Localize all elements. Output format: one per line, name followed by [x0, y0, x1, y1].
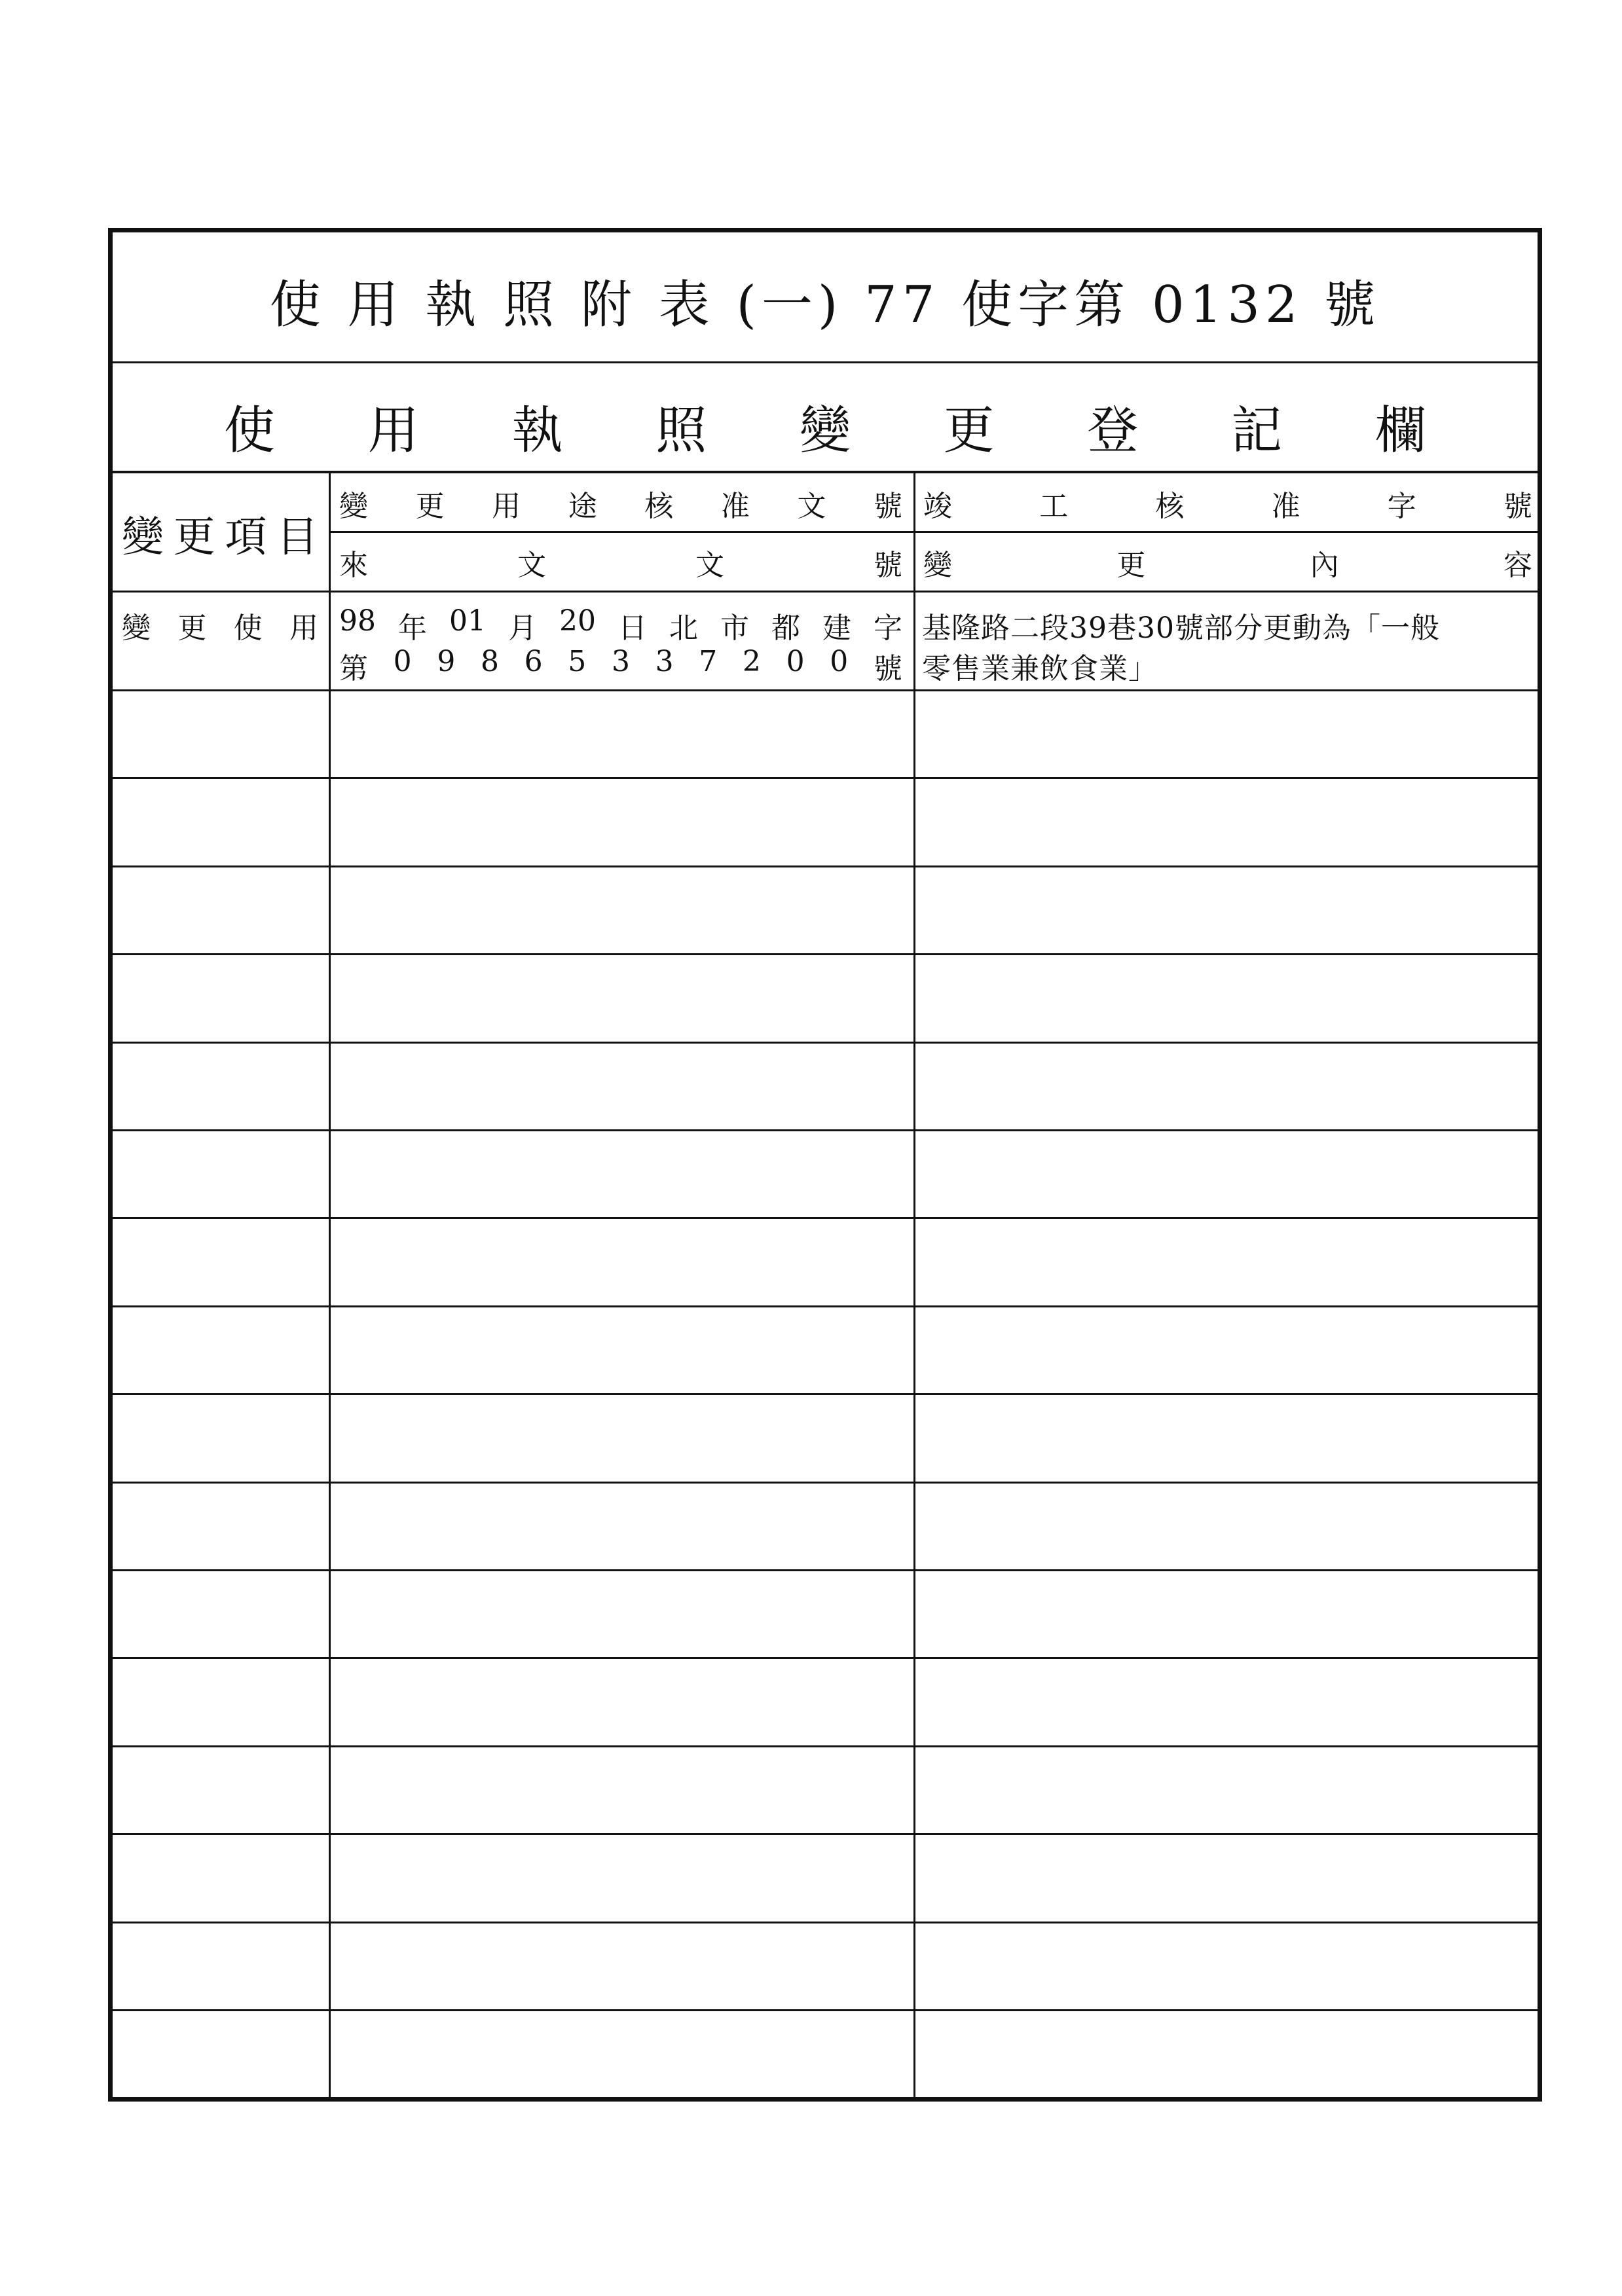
form-char: 市 — [720, 611, 749, 645]
form-char: 核 — [1155, 490, 1185, 523]
incoming-doc-no-header — [339, 541, 902, 583]
form-char: 核 — [644, 490, 674, 523]
table-row — [113, 689, 1538, 691]
table-row — [113, 1482, 1538, 1484]
table-row — [113, 1922, 1538, 1923]
form-char: 5 — [568, 645, 587, 678]
form-char: 記 — [1231, 401, 1283, 460]
form-char: 20 — [559, 604, 596, 638]
form-char: 北 — [669, 611, 698, 645]
form-char: 更 — [415, 490, 445, 523]
form-char: 用 — [367, 401, 419, 460]
form-char: 文 — [517, 549, 546, 582]
form-char: 年 — [398, 611, 427, 645]
table-row — [113, 866, 1538, 867]
form-char: 號 — [873, 490, 902, 523]
form-char: 號 — [873, 652, 902, 685]
form-char: 執 — [511, 401, 563, 460]
form-char: 准 — [1271, 490, 1300, 523]
entry-doc-no-line1 — [339, 604, 902, 646]
table-row — [113, 1305, 1538, 1307]
completion-no-header — [923, 483, 1532, 524]
form-char: 0 — [830, 645, 849, 678]
form-char: 竣 — [923, 490, 952, 523]
form-char: 第 — [339, 652, 368, 685]
table-row — [113, 1129, 1538, 1131]
form-char: 0 — [786, 645, 805, 678]
form-char: 9 — [437, 645, 456, 678]
section-title — [224, 390, 1426, 463]
subtitle-row — [113, 363, 1538, 473]
form-char: 項 — [225, 513, 267, 562]
form-char: 來 — [339, 549, 368, 582]
form-char: 照 — [655, 401, 707, 460]
form-char: 欄 — [1374, 401, 1426, 460]
entry-content-line2: 零售業兼飲食業」 — [922, 652, 1158, 685]
form-char: 登 — [1087, 401, 1139, 460]
form-char: 文 — [797, 490, 826, 523]
form-char: 0 — [393, 645, 412, 678]
form-char: 變 — [122, 611, 151, 645]
form-char: 8 — [480, 645, 499, 678]
form-char: 3 — [611, 645, 630, 678]
table-row — [113, 953, 1538, 955]
table-row — [113, 1042, 1538, 1044]
form-char: 建 — [822, 611, 851, 645]
form-title: 使 用 執 照 附 表 (一) 77 使字第 0132 號 — [269, 276, 1381, 335]
form-char: 變 — [122, 513, 164, 562]
column-divider — [913, 473, 915, 2097]
form-char: 目 — [276, 513, 318, 562]
header-divider — [329, 531, 1538, 533]
entry-content-line1: 基隆路二段39巷30號部分更動為「一般 — [922, 611, 1440, 645]
form-char: 號 — [1503, 490, 1532, 523]
form-char: 字 — [1387, 490, 1416, 523]
table-row — [113, 1217, 1538, 1219]
form-char: 更 — [173, 513, 215, 562]
form-char: 日 — [618, 611, 647, 645]
entry-change-item — [122, 604, 318, 646]
form-char: 都 — [771, 611, 800, 645]
table-row — [113, 1393, 1538, 1395]
form-char: 7 — [699, 645, 718, 678]
change-content-header — [923, 541, 1532, 583]
change-register-table — [113, 473, 1538, 2097]
form-char: 變 — [339, 490, 368, 523]
form-char: 內 — [1310, 549, 1339, 582]
form-char: 用 — [289, 611, 318, 645]
form-char: 98 — [339, 604, 376, 638]
form-char: 變 — [799, 401, 851, 460]
entry-doc-no-line2 — [339, 645, 902, 687]
form-char: 號 — [874, 549, 902, 582]
form-char: 01 — [449, 604, 486, 638]
table-row — [113, 1657, 1538, 1659]
form-char: 變 — [923, 549, 952, 582]
column-divider — [329, 473, 331, 2097]
table-row — [113, 777, 1538, 779]
table-row — [113, 2009, 1538, 2011]
header-bottom-line — [113, 591, 1538, 592]
form-char: 2 — [742, 645, 761, 678]
table-row — [113, 1833, 1538, 1835]
form-char: 3 — [655, 645, 674, 678]
form-char: 使 — [224, 401, 276, 460]
change-item-header — [122, 503, 318, 564]
title-row — [113, 232, 1538, 363]
form-char: 容 — [1503, 549, 1532, 582]
form-char: 文 — [695, 549, 724, 582]
approval-doc-no-header — [339, 483, 902, 524]
table-row — [113, 1569, 1538, 1571]
form-char: 途 — [568, 490, 597, 523]
form-char: 工 — [1039, 490, 1069, 523]
form-char: 使 — [233, 611, 263, 645]
table-row — [113, 1745, 1538, 1747]
form-char: 准 — [720, 490, 750, 523]
form-char: 用 — [492, 490, 521, 523]
form-char: 更 — [1116, 549, 1146, 582]
form-char: 月 — [508, 611, 537, 645]
form-char: 更 — [943, 401, 995, 460]
form-char: 字 — [874, 611, 902, 645]
usage-permit-form — [108, 228, 1542, 2102]
form-char: 6 — [524, 645, 543, 678]
form-char: 更 — [177, 611, 207, 645]
